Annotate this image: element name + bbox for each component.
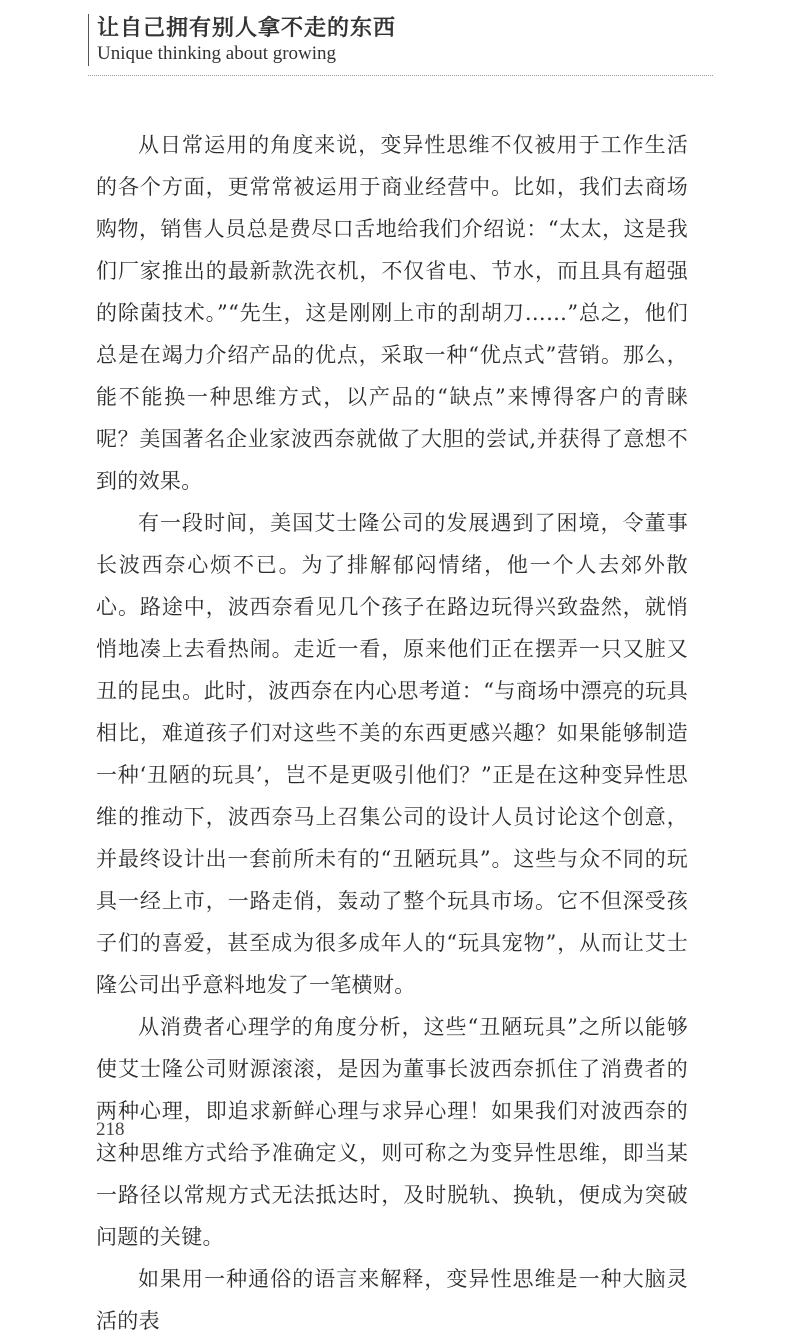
header-title-chinese: 让自己拥有别人拿不走的东西 (97, 15, 397, 41)
page-number: 218 (96, 1119, 125, 1140)
paragraph: 从消费者心理学的角度分析，这些“丑陋玩具”之所以能够使艾士隆公司财源滚滚，是因为董事长波西奈抓住了消费者的两种心理，即追求新鲜心理与求异心理！如果我们对波西奈的这种思维方式给予准确定义，则可称之为变异性思维，即当某一路径以常规方式无法抵达时，及时脱轨、换轨，便成为突破问题的关键。 (96, 1015, 688, 1249)
paragraph: 如果用一种通俗的语言来解释，变异性思维是一种大脑灵活的表 (96, 1267, 688, 1333)
header-divider (88, 75, 713, 76)
paragraph: 从日常运用的角度来说，变异性思维不仅被用于工作生活的各个方面，更常常被运用于商业经营中。比如，我们去商场购物，销售人员总是费尽口舌地给我们介绍说：“太太，这是我们厂家推出的最新款洗衣机，不仅省电、节水，而且具有超强的除菌技术。”“先生，这是刚刚上市的刮胡刀……”总之，他们总是在竭力介绍产品的优点，采取一种“优点式”营销。那么，能不能换一种思维方式，以产品的“缺点”来博得客户的青睐呢？美国著名企业家波西奈就做了大胆的尝试,并获得了意想不到的效果。 (96, 133, 688, 493)
paragraph: 有一段时间，美国艾士隆公司的发展遇到了困境，令董事长波西奈心烦不已。为了排解郁闷情绪，他一个人去郊外散心。路途中，波西奈看见几个孩子在路边玩得兴致盎然，就悄悄地凑上去看热闹。走近一看，原来他们正在摆弄一只又脏又丑的昆虫。此时，波西奈在内心思考道：“与商场中漂亮的玩具相比，难道孩子们对这些不美的东西更感兴趣？如果能够制造一种‘丑陋的玩具’，岂不是更吸引他们？”正是在这种变异性思维的推动下，波西奈马上召集公司的设计人员讨论这个创意，并最终设计出一套前所未有的“丑陋玩具”。这些与众不同的玩具一经上市，一路走俏，轰动了整个玩具市场。它不但深受孩子们的喜爱，甚至成为很多成年人的“玩具宠物”，从而让艾士隆公司出乎意料地发了一笔横财。 (96, 511, 688, 997)
body-text (96, 124, 688, 1342)
running-header (88, 14, 737, 66)
header-title-english: Unique thinking about growing (97, 43, 337, 64)
